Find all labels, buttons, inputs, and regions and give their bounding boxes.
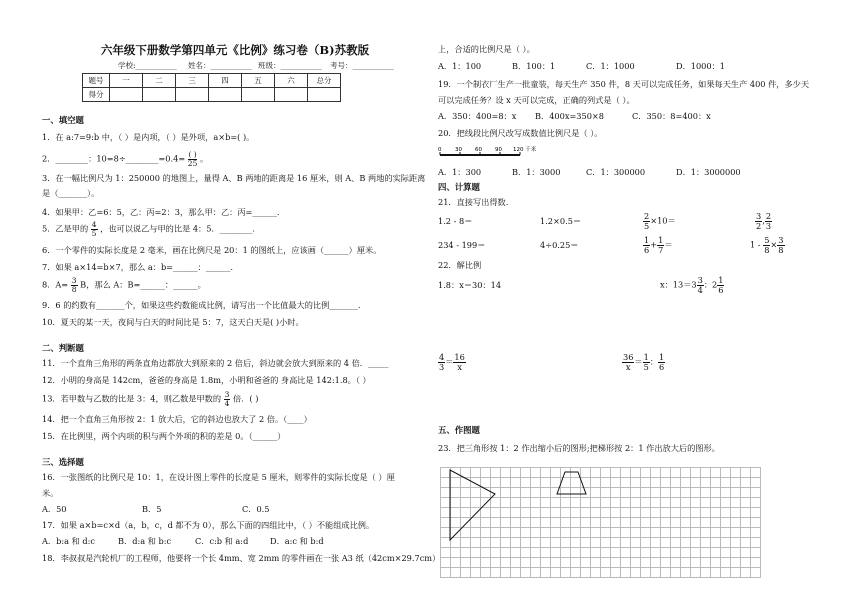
option-c: C．0.5 (242, 504, 270, 514)
option-b: B．100：1 (512, 61, 556, 71)
question-21: 21．直接写出得数. (438, 197, 509, 207)
option-a: A．1：300 (438, 167, 482, 177)
page-title: 六年级下册数学第四单元《比例》练习卷（B)苏教版 (100, 43, 370, 57)
calc-tail: ＝ (664, 239, 673, 250)
question-8 (42, 277, 206, 294)
score-row-label: 得分 (83, 88, 110, 102)
fraction-denominator: 8 (764, 245, 770, 255)
fraction-numerator: 5 (764, 235, 770, 245)
school-field[interactable]: 学校:___________ (118, 61, 177, 70)
question-13-tail: 倍．( ) (233, 393, 259, 404)
calc-item: 1.2 - 8＝ (438, 216, 473, 226)
score-cell[interactable] (143, 88, 176, 102)
equation-fraction (697, 276, 704, 295)
fraction-denominator: 2 (756, 221, 762, 231)
question-1: 1．在 a:7=9:b 中，（ ）是内项，（ ）是外项，a×b=( )。 (42, 132, 255, 142)
question-5-tail: ，也可以说乙与甲的比是 4：5．________． (100, 223, 261, 234)
line-scale-ruler (440, 146, 550, 162)
option-c: C．1：300000 (586, 167, 646, 177)
class-field[interactable]: 班级：___________ (258, 61, 322, 70)
equation-fraction (622, 353, 634, 372)
fraction-numerator: 3 (224, 390, 230, 399)
fraction-numerator: 16 (454, 352, 465, 362)
fraction-numerator: 1 (658, 235, 664, 245)
fraction-numerator: 4 (439, 352, 445, 362)
fraction-numerator: 2 (765, 211, 772, 221)
question-5-fraction (91, 221, 98, 238)
fraction-denominator: 8 (71, 285, 77, 294)
score-table (82, 73, 341, 102)
option-b: B．5 (142, 504, 162, 514)
question-4: 4．如果甲：乙=6：5，乙：丙=2：3，那么甲：乙：丙=______． (42, 207, 286, 217)
equation-2 (660, 276, 724, 295)
score-header-cell: 二 (143, 74, 176, 88)
equation-fraction (717, 276, 724, 295)
section-2-heading: 二、判断题 (42, 343, 84, 353)
fraction-numerator: ( ) (188, 150, 197, 159)
score-cell[interactable] (110, 88, 143, 102)
score-cell[interactable] (275, 88, 308, 102)
option-a: A．50 (42, 504, 67, 514)
fraction-denominator: 6 (718, 285, 724, 295)
fraction-denominator: 3 (439, 362, 445, 372)
fraction-numerator: 1 (718, 275, 724, 285)
fraction-denominator: 6 (659, 362, 665, 372)
equation-fraction (643, 353, 650, 372)
fraction-denominator: 5 (643, 362, 649, 372)
ruler-label: 0 (438, 147, 442, 153)
calc-fraction (765, 212, 772, 231)
score-cell[interactable] (209, 88, 242, 102)
option-a: A．1：100 (438, 61, 482, 71)
option-a: A．b:a 和 d:c (42, 536, 95, 546)
option-c: C．1：1000 (586, 61, 635, 71)
fraction-denominator: 4 (224, 399, 230, 408)
option-b: B．d:a 和 b:c (118, 536, 172, 546)
question-9: 9．6 的约数有_______个，如果这些约数能成比例，请写出一个比值最大的比例_______． (42, 300, 367, 310)
question-2 (42, 151, 208, 168)
fraction-denominator: 5 (644, 221, 650, 231)
question-16-line-1: 16．一张图纸的比例尺是 10：1，在设计图上零件的长度是 5 厘米，则零件的实际长度是（ ）厘 (42, 472, 395, 482)
calc-tail: ×10＝ (650, 215, 676, 226)
equation-mid: ：2 (703, 279, 718, 290)
fraction-numerator: 3 (778, 235, 784, 245)
question-15: 15．在比例里，两个内项的积与两个外项的积的差是 0。（______） (42, 431, 286, 441)
fraction-denominator: 6 (644, 245, 650, 255)
question-12: 12．小明的身高是 142cm，爸爸的身高是 1.8m，小明和爸爸的 身高比是 142:1.8。（ ） (42, 375, 371, 385)
name-field[interactable]: 姓名：___________ (188, 61, 252, 70)
question-10: 10．夏天的某一天，夜间与白天的时间比是 5：7，这天白天是( )小时。 (42, 317, 304, 327)
question-8-text: 8．A= (42, 279, 69, 290)
equation-fraction (658, 353, 665, 372)
exam-number-field[interactable]: 考号：___________ (330, 61, 394, 70)
question-2-text: 2．________：10=8÷________=0.4= (42, 153, 186, 164)
fraction-denominator: 4 (697, 285, 703, 295)
trapezoid-shape (557, 472, 586, 494)
fraction-numerator: 3 (71, 276, 77, 285)
question-14: 14．把一个直角三角形按 2：1 放大后，它的斜边也放大了 2 倍。（____） (42, 414, 312, 424)
question-5 (42, 221, 261, 238)
question-18-line-1: 18．李叔叔是汽轮机厂的工程师，他要将一个长 4mm、宽 2mm 的零件画在一张 A3 纸（42cm×29.7cm） (42, 553, 441, 563)
fraction-denominator: 3 (765, 221, 772, 231)
question-20: 20．把线段比例尺改写成数值比例尺是（ ）。 (438, 128, 603, 138)
question-23: 23．把三角形按 1：2 作出缩小后的图形;把梯形按 2：1 作出放大后的图形。 (438, 443, 720, 453)
fraction-numerator: 3 (756, 211, 762, 221)
option-b: B．400x=350×8 (535, 111, 605, 121)
question-8-fraction (71, 277, 78, 294)
calc-item: 234 - 199＝ (438, 240, 486, 250)
option-b: B．1：3000 (512, 167, 561, 177)
equation-1: 1.8：x＝30：14 (438, 280, 502, 290)
question-3-line-2: 是（_______）。 (42, 188, 100, 198)
score-cell[interactable] (308, 88, 341, 102)
equation-fraction (453, 353, 465, 372)
calc-item: 1.2×0.5＝ (540, 216, 582, 226)
score-header-cell: 一 (110, 74, 143, 88)
score-table-header-row (83, 74, 341, 88)
question-3-line-1: 3．在一幅比例尺为 1：250000 的地图上，量得 A、B 两地的距离是 16 厘米，则 A、B 两地的实际距离 (42, 173, 426, 183)
option-c: C．350：8=400：x (632, 111, 711, 121)
question-18-line-2: 上，合适的比例尺是（ ）。 (438, 44, 535, 54)
score-header-cell: 五 (242, 74, 275, 88)
option-c: C．c:b 和 a:d (195, 536, 249, 546)
score-header-cell: 四 (209, 74, 242, 88)
section-5-heading: 五、作图题 (438, 425, 480, 435)
section-1-heading: 一、填空题 (42, 115, 84, 125)
fraction-numerator: 36 (623, 352, 634, 362)
fraction-numerator: 3 (697, 275, 703, 285)
question-2-fraction (188, 151, 198, 168)
calc-item: $\frac{3}{2}$ , $\frac{2}{3}$ (756, 211, 772, 231)
fraction-denominator: x (625, 362, 631, 372)
calc-head: 1 - (750, 239, 761, 250)
score-header-cell: 题号 (83, 74, 110, 88)
score-header-cell: 六 (275, 74, 308, 88)
section-3-heading: 三、选择题 (42, 457, 84, 467)
score-header-cell: 总分 (308, 74, 341, 88)
question-19-line-1: 19．一个制衣厂生产一批童装，每天生产 350 件，8 天可以完成任务，如果每天生产 400 件，多少天 (438, 79, 810, 89)
option-d: D．a:c 和 b:d (270, 536, 324, 546)
option-a: A．350：400=8：x (438, 111, 517, 121)
question-22: 22．解比例 (438, 260, 482, 270)
fraction-numerator: 2 (644, 211, 650, 221)
option-d: D．1000：1 (676, 61, 725, 71)
fraction-denominator: 8 (778, 245, 784, 255)
equation-head: x：13＝3 (660, 279, 697, 290)
calc-fraction (777, 236, 784, 255)
ruler-label: 30 (455, 147, 462, 153)
equation-3: $\frac{4}{3}$ ＝ $\frac{16}{x}$ (439, 352, 465, 372)
question-5-text: 5．乙是甲的 (42, 223, 89, 234)
fraction-denominator: x (457, 362, 462, 372)
question-19-line-2: 可以完成任务？设 x 天可以完成，正确的列式是（ ）。 (438, 95, 635, 105)
score-header-cell: 三 (176, 74, 209, 88)
calc-item: $\frac{1}{6}$ + $\frac{1}{7}$ ＝ (644, 235, 673, 255)
calc-item: 4÷0.25＝ (540, 240, 579, 250)
ruler-label: 60 (475, 147, 482, 153)
option-d: D．1：3000000 (676, 167, 741, 177)
triangle-shape (450, 470, 495, 540)
calc-item (643, 212, 676, 231)
ruler-label: 90 (495, 147, 502, 153)
question-11: 11．一个直角三角形的两条直角边都放大到原来的 2 倍后，斜边就会放大到原来的 4 倍．_____ (42, 358, 389, 368)
score-table-row (83, 88, 341, 102)
fraction-numerator: 4 (91, 220, 97, 229)
question-13-text: 13．若甲数与乙数的比是 3：4，则乙数是甲数的 (42, 393, 222, 404)
fraction-numerator: 1 (644, 235, 650, 245)
fraction-numerator: 1 (643, 352, 649, 362)
fraction-numerator: 1 (659, 352, 665, 362)
score-cell[interactable] (242, 88, 275, 102)
calc-item: 1 - $\frac{5}{8}$ × $\frac{3}{8}$ (750, 235, 784, 255)
ruler-label: 120 千米 (513, 147, 537, 153)
question-7: 7．如果 a×14=b×7，那么 a：b=______：______. (42, 262, 233, 272)
section-4-heading: 四、计算题 (438, 182, 480, 192)
score-cell[interactable] (176, 88, 209, 102)
question-2-tail: 。 (199, 153, 209, 164)
equation-4: $\frac{36}{x}$ ＝ $\frac{1}{5}$ ： $\frac{1}{6}$ (623, 352, 665, 372)
question-13 (42, 391, 258, 408)
question-6: 6．一个零件的实际长度是 2 毫米，画在比例尺是 20：1 的图纸上，应该画（______）厘米。 (42, 245, 382, 255)
fraction-denominator: 25 (187, 159, 198, 168)
question-16-line-2: 米。 (42, 488, 59, 498)
fraction-denominator: 7 (658, 245, 664, 255)
question-17: 17．如果 a×b=c×d（a，b，c，d 都不为 0），那么下面的四组比中，（ ）不能组成比例。 (42, 520, 375, 530)
question-8-tail: B，那么 A：B=______：______。 (80, 279, 206, 290)
fraction-denominator: 5 (91, 229, 97, 238)
question-13-fraction (224, 391, 231, 408)
grid-shapes (440, 467, 760, 577)
